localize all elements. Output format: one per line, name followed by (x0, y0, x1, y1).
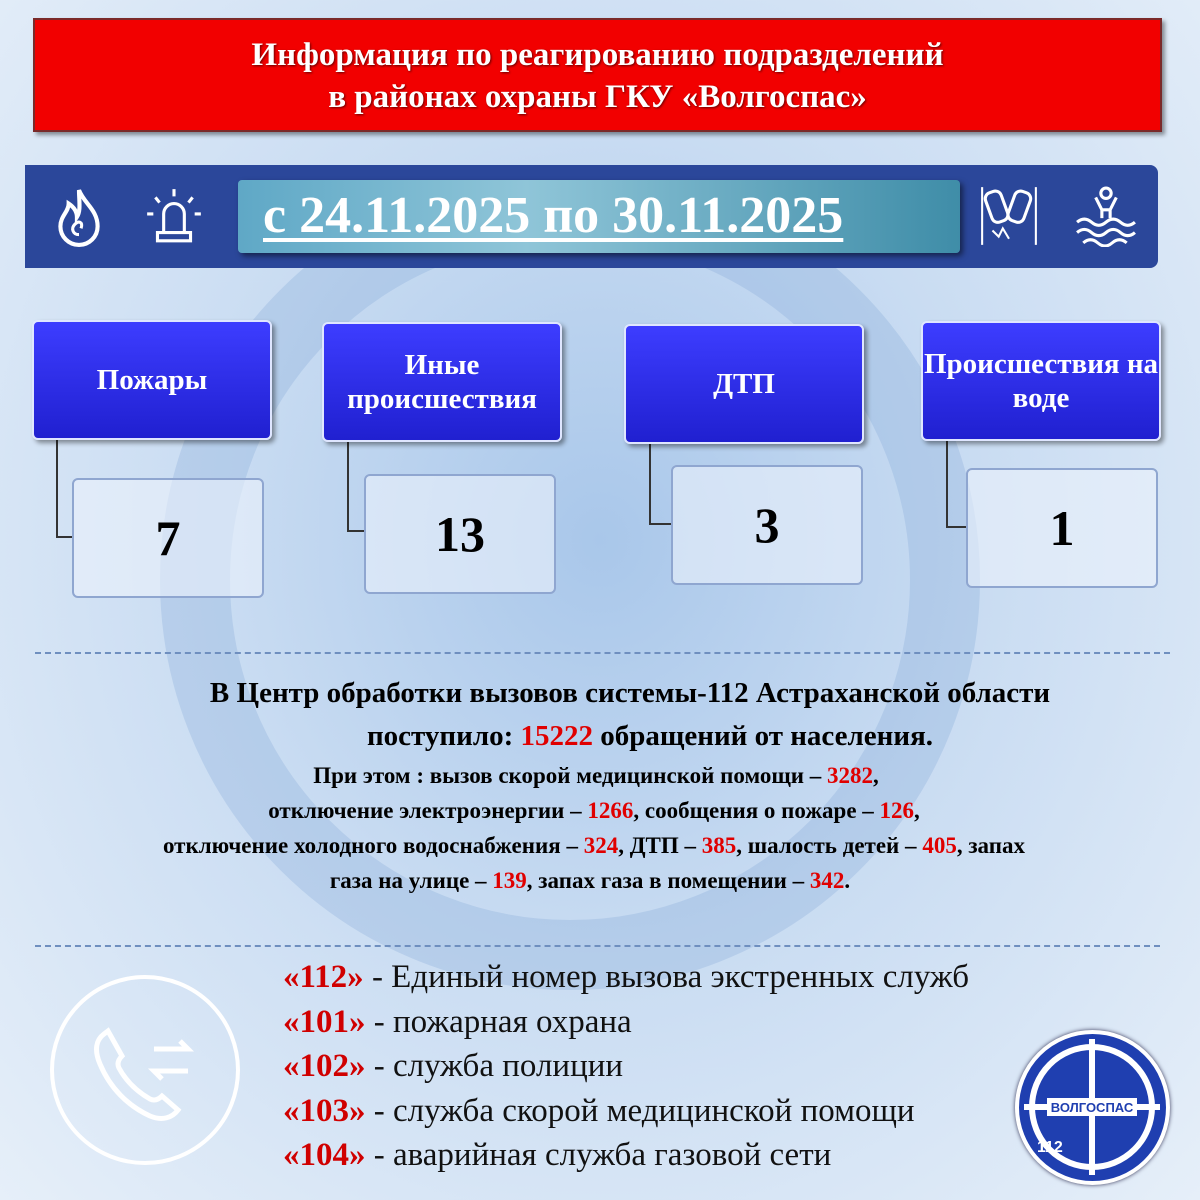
divider (35, 945, 1160, 947)
car-crash-icon (978, 185, 1040, 247)
phone-item (283, 1000, 969, 1045)
text: , запах (956, 833, 1026, 858)
calls-line-6 (0, 868, 1190, 894)
fire-icon (48, 185, 110, 247)
text: , (873, 763, 879, 788)
period-text: с 24.11.2025 по 30.11.2025 (263, 187, 844, 244)
svg-text:ВОЛГОСПАС: ВОЛГОСПАС (1050, 1100, 1134, 1115)
phone-item (283, 1089, 969, 1134)
count: 342 (809, 868, 845, 893)
count: 1266 (587, 798, 634, 823)
count: 324 (583, 833, 619, 858)
calls-line-1 (30, 677, 1200, 710)
category-card-dtp (624, 324, 864, 444)
text: , ДТП – (618, 833, 702, 858)
emergency-phone-list (283, 955, 969, 1178)
calls-line-3 (0, 763, 1196, 789)
phone-number: «102» (283, 1048, 366, 1084)
category-label: Происшествия на воде (923, 348, 1159, 414)
calls-line-4 (0, 798, 1194, 824)
svg-text:112: 112 (1037, 1139, 1063, 1156)
volgospas-logo (1015, 1030, 1170, 1185)
text: обращений от населения. (593, 720, 934, 752)
divider (35, 652, 1170, 654)
phone-desc: - служба полиции (365, 1048, 624, 1084)
page-title (33, 18, 1162, 132)
text: , запах газа в помещении – (526, 868, 810, 893)
phone-number: «103» (283, 1092, 366, 1129)
category-value: 7 (72, 478, 264, 598)
category-value: 13 (364, 474, 556, 594)
count: 139 (492, 868, 527, 893)
drowning-person-icon (1075, 185, 1137, 247)
text: , сообщения о пожаре – (633, 798, 880, 823)
text: поступило: (366, 720, 521, 752)
title-line-1: Информация по реагированию подразделений (251, 37, 944, 73)
connector-line (347, 442, 364, 532)
phone-call-icon (50, 975, 240, 1165)
text: , шалость детей – (736, 833, 923, 858)
text: , (914, 798, 920, 823)
calls-line-2 (50, 720, 1200, 753)
total-calls: 15222 (520, 720, 593, 752)
category-card-other (322, 322, 562, 442)
phone-item (283, 955, 969, 1000)
text: отключение электроэнергии – (268, 798, 588, 823)
count: 405 (922, 833, 957, 858)
title-line-2: в районах охраны ГКУ «Волгоспас» (328, 79, 867, 115)
category-label: Пожары (96, 364, 208, 396)
connector-line (649, 442, 671, 525)
text: отключение холодного водоснабжения – (162, 833, 584, 858)
category-card-fires (32, 320, 272, 440)
category-value: 3 (671, 465, 863, 585)
category-label: ДТП (713, 368, 775, 400)
text: При этом : вызов скорой медицинской помощи – (313, 763, 827, 788)
siren-icon (143, 185, 205, 247)
category-card-water (921, 321, 1161, 441)
phone-item (283, 1044, 969, 1089)
connector-line (946, 440, 966, 528)
phone-desc: - пожарная охрана (365, 1003, 632, 1040)
text: газа на улице – (329, 868, 493, 893)
phone-desc: - аварийная служба газовой сети (365, 1137, 832, 1173)
count: 126 (879, 798, 915, 823)
count: 3282 (827, 763, 873, 788)
connector-line (56, 440, 72, 538)
phone-desc: - служба скорой медицинской помощи (365, 1092, 915, 1129)
count: 385 (701, 833, 737, 858)
phone-item (283, 1133, 969, 1178)
phone-number: «112» (283, 959, 364, 995)
text: . (844, 868, 851, 893)
phone-number: «104» (283, 1137, 366, 1173)
category-label: Иные происшествия (347, 349, 537, 415)
phone-number: «101» (283, 1003, 366, 1040)
category-value: 1 (966, 468, 1158, 588)
calls-line-5 (0, 833, 1194, 859)
phone-desc: - Единый номер вызова экстренных служб (363, 959, 970, 995)
text: В Центр обработки вызовов системы-112 Астраханской области (209, 677, 1051, 709)
